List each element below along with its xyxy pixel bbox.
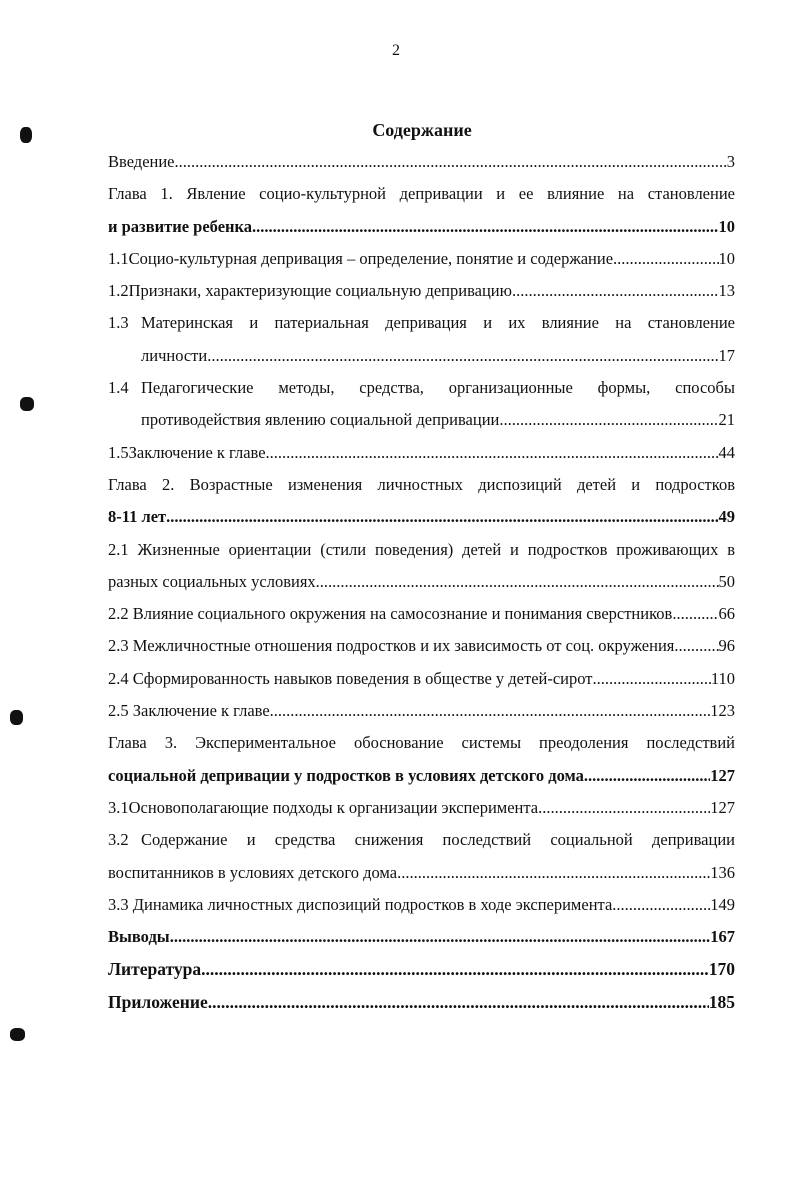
page-ref: 127 [710,797,735,817]
toc-entry-3-2-cont[interactable]: воспитанников в условиях детского дома ..... 136 [108,857,735,889]
page-number: 2 [392,42,400,59]
page-ref: 185 [708,991,735,1012]
page-ref: 66 [718,604,735,624]
toc-entry-chapter-3[interactable]: Глава 3. Экспериментальное обоснование системы преодоления последствий [108,733,735,753]
toc-entry-3-3[interactable]: 3.3 Динамика личностных диспозиций подростков в ходе эксперимента ..... 149 [108,889,735,921]
toc-entry-chapter-1[interactable]: Глава 1. Явление социо-культурной депривации и ее влияние на становление [108,184,735,204]
toc-entry-3-2[interactable]: 3.2 Содержание и средства снижения последствий социальной депривации [108,830,735,850]
scan-speck [10,1028,25,1041]
toc-entry-1-3-cont[interactable]: личности ..... 17 [108,340,735,372]
page-ref: 149 [710,894,735,914]
toc-entry-1-5[interactable]: 1.5 Заключение к главе ..... 44 [108,437,735,469]
scan-speck [20,127,32,143]
page-ref: 3 [726,152,735,171]
toc-entry-literature[interactable]: Литература ..... 170 [108,953,735,985]
toc-entry-appendix[interactable]: Приложение ..... 185 [108,986,735,1018]
page-ref: 13 [718,281,735,301]
toc-entry-1-4-cont[interactable]: противодействия явлению социальной депривации ..... 21 [108,404,735,436]
toc-entry-3-1[interactable]: 3.1 Основополагающие подходы к организации эксперимента ..... 127 [108,792,735,824]
page-ref: 110 [710,668,735,688]
page-ref: 167 [710,927,735,947]
toc-entry-2-1-cont[interactable]: разных социальных условиях ..... 50 [108,566,735,598]
page-ref: 127 [710,765,735,785]
page-ref: 44 [718,442,735,462]
page-title: Содержание [372,120,472,140]
toc-entry-chapter-3-cont[interactable]: социальной депривации у подростков в условиях детского дома ..... 127 [108,760,735,792]
toc-entry-2-2[interactable]: 2.2 Влияние социального окружения на самосознание и понимания сверстников ..... 66 [108,598,735,630]
scan-speck [10,710,23,725]
page-ref: 17 [718,345,735,365]
toc-entry-introduction[interactable]: Введение ..... 3 [108,146,735,178]
toc-entry-2-5[interactable]: 2.5 Заключение к главе ..... 123 [108,695,735,727]
toc-entry-1-3[interactable]: 1.3 Материнская и патериальная депривация и их влияние на становление [108,313,735,333]
table-of-contents [108,146,735,1018]
toc-entry-chapter-1-cont[interactable]: и развитие ребенка ..... 10 [108,211,735,243]
page-ref: 96 [718,636,735,656]
page-ref: 50 [718,571,735,591]
toc-entry-chapter-2[interactable]: Глава 2. Возрастные изменения личностных диспозиций детей и подростков [108,474,735,494]
toc-entry-1-4[interactable]: 1.4 Педагогические методы, средства, организационные формы, способы [108,378,735,398]
page-ref: 21 [718,410,735,430]
toc-entry-2-4[interactable]: 2.4 Сформированность навыков поведения в обществе у детей-сирот ..... 110 [108,663,735,695]
toc-entry-chapter-2-cont[interactable]: 8-11 лет ..... 49 [108,501,735,533]
page-ref: 10 [718,216,735,236]
toc-entry-conclusions[interactable]: Выводы ..... 167 [108,921,735,953]
toc-entry-1-1[interactable]: 1.1 Социо-культурная депривация – определение, понятие и содержание ..... 10 [108,243,735,275]
toc-entry-2-3[interactable]: 2.3 Межличностные отношения подростков и их зависимость от соц. окружения ..... 96 [108,630,735,662]
page-ref: 49 [718,507,735,527]
toc-entry-2-1[interactable]: 2.1 Жизненные ориентации (стили поведения) детей и подростков проживающих в [108,539,735,559]
toc-entry-1-2[interactable]: 1.2 Признаки, характеризующие социальную депривацию ..... 13 [108,275,735,307]
page-ref: 123 [710,701,735,721]
page-ref: 136 [710,862,735,882]
page-ref: 170 [708,959,735,980]
scan-speck [20,397,34,411]
page-ref: 10 [718,248,735,268]
